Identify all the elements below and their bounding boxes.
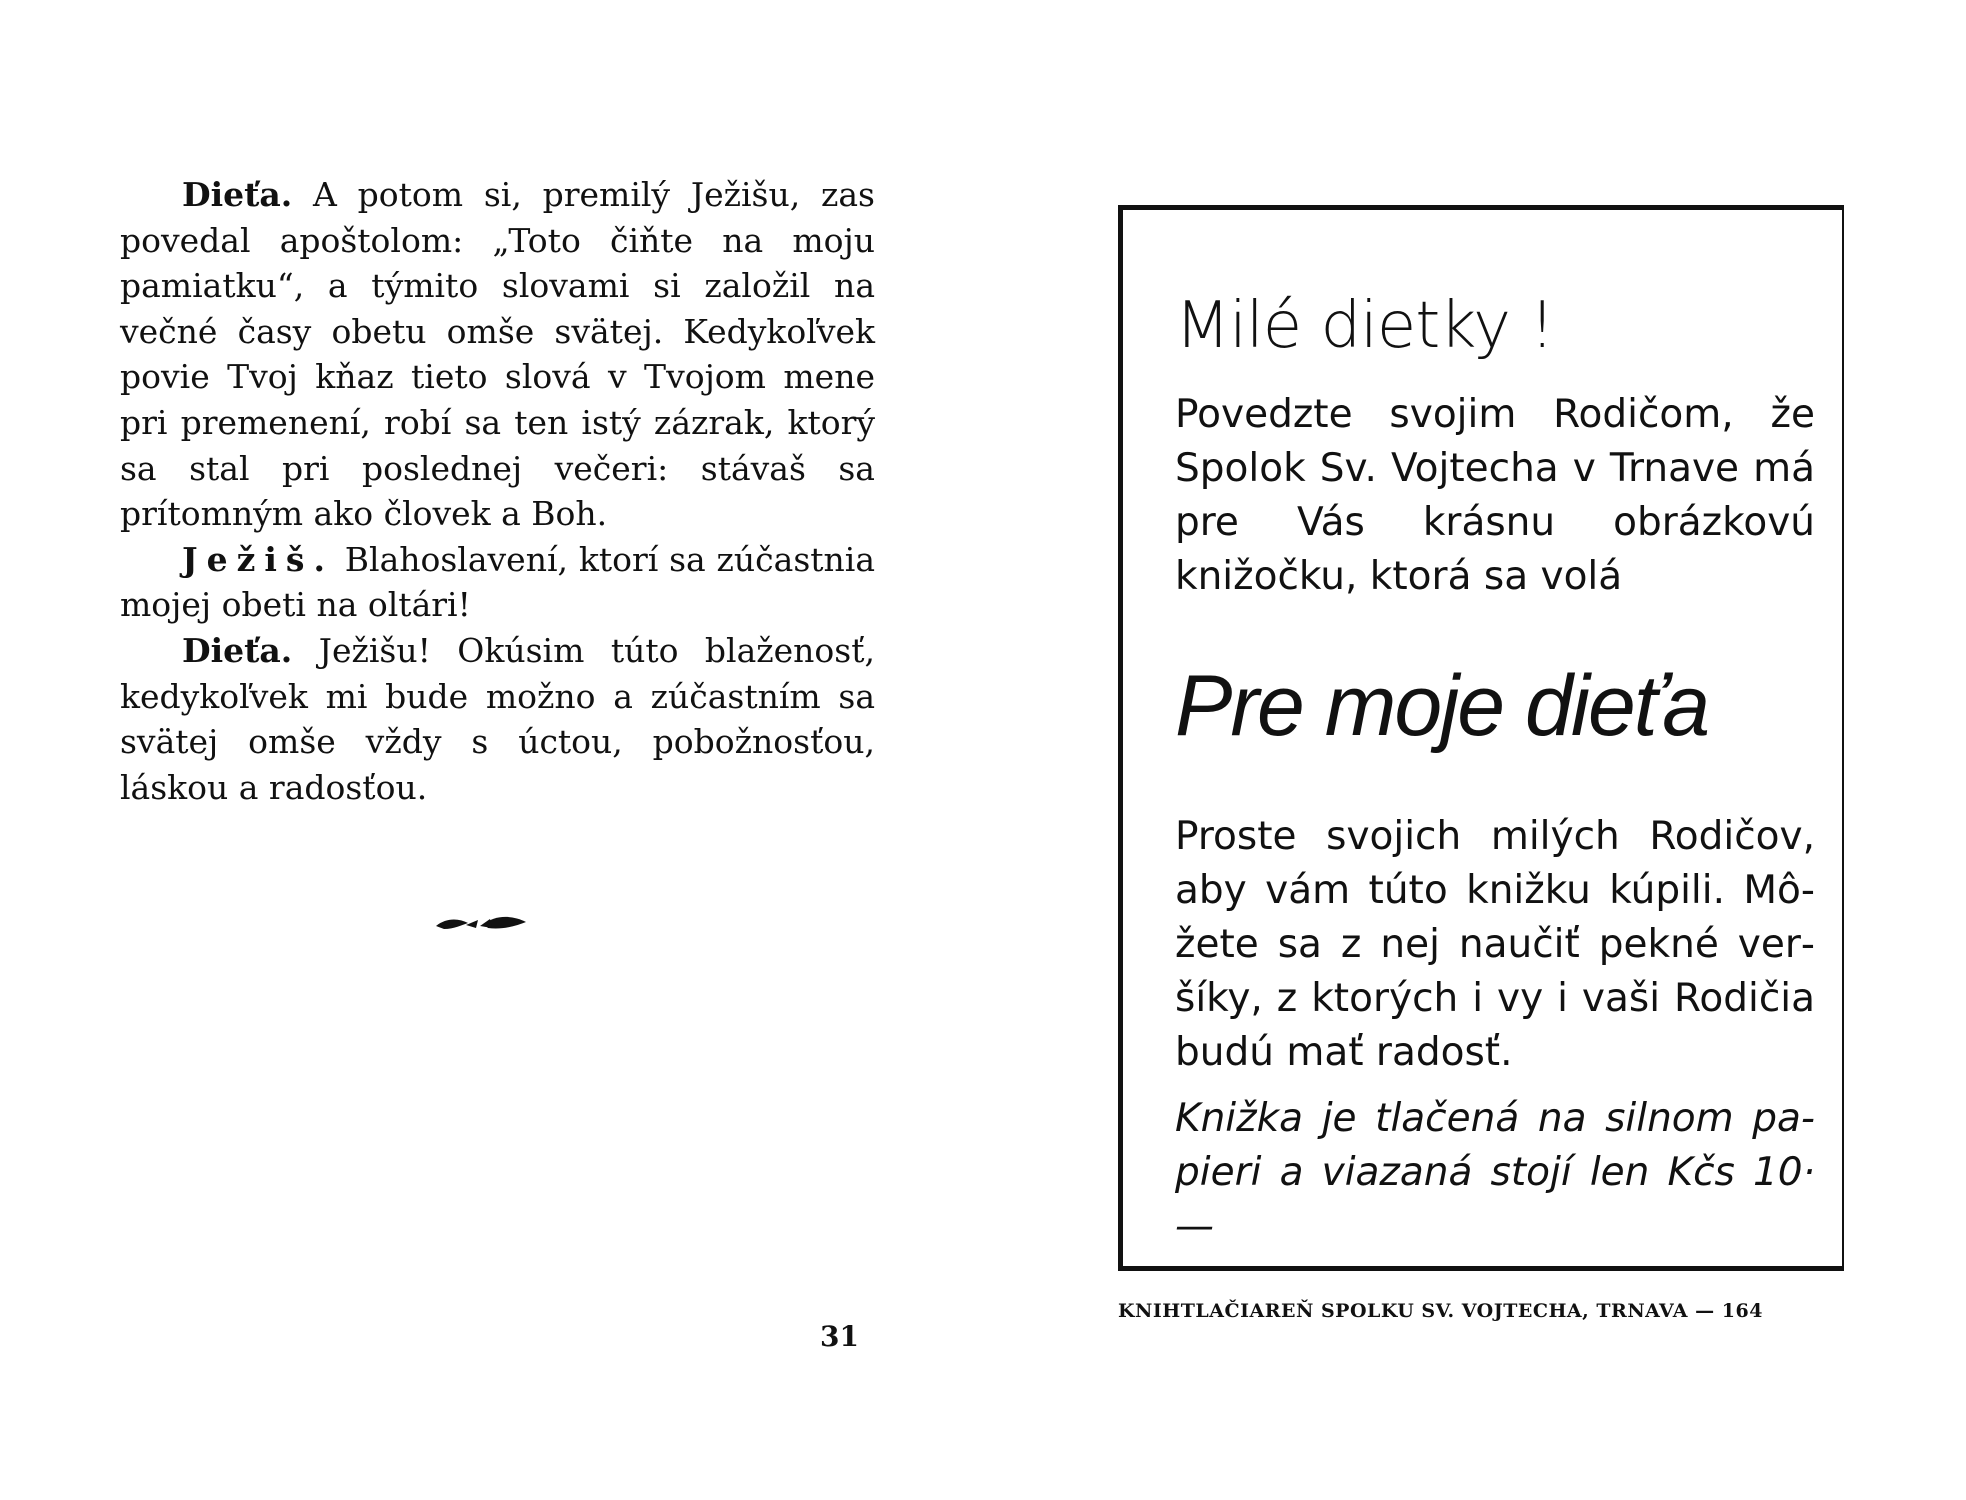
ad-price-note: Knižka je tlačená na silnom papieri a viazaná stojí len Kčs 10·— — [1175, 1096, 1815, 1249]
dialogue-paragraph-1 — [120, 172, 875, 537]
ad-greeting: Milé dietky ! — [1175, 289, 1555, 363]
speaker-label: Dieťa. — [182, 175, 293, 214]
dialogue-text: Ježišu! Okúsim túto blaženosť, kedykoľvek mi bude možno a zúčastním sa svätej omše vždy s úctou, pobožnosťou, láskou a radosťou. — [120, 630, 875, 807]
ad-book-title: Pre moje dieťa — [1175, 658, 1709, 754]
speaker-label: Dieťa. — [182, 630, 293, 670]
ad-request-text: Proste svojich milých Rodičov, aby vám túto knižku kúpili. Môžete sa z nej naučiť pekné veršíky, z ktorých i vy i vaši Rodičia budú mať radosť. — [1175, 814, 1815, 1075]
advertisement-box — [1118, 205, 1844, 1271]
dialogue-paragraph-2 — [120, 537, 875, 628]
advertisement-content — [1175, 288, 1815, 1254]
dialogue-text: A potom si, premilý Ježišu, zas povedal apoštolom: „Toto čiňte na moju pamiatku“, a týmito slovami si založil na večné časy obetu omše svätej. Kedykoľvek povie Tvoj kňaz tieto slová v Tvojom mene pri premenení, robí sa ten istý zázrak, ktorý sa stal pri poslednej večeri: stávaš sa prítomným ako človek a Boh. — [120, 175, 875, 534]
left-page-text — [120, 172, 875, 810]
ad-intro-text: Povedzte svojim Rodičom, že Spolok Sv. Vojtecha v Trnave má pre Vás krásnu obrázkovú knižočku, ktorá sa volá — [1175, 392, 1815, 599]
dialogue-text: Blahoslavení, ktorí sa zúčastnia mojej obeti na oltári! — [120, 539, 875, 625]
speaker-label: Ježiš. — [182, 539, 334, 579]
dialogue-paragraph-3 — [120, 628, 875, 810]
printer-footer: KNIHTLAČIAREŇ SPOLKU SV. VOJTECHA, TRNAVA — 164 — [1118, 1300, 1763, 1322]
page-number: 31 — [820, 1320, 859, 1353]
ornament-icon — [432, 908, 532, 938]
